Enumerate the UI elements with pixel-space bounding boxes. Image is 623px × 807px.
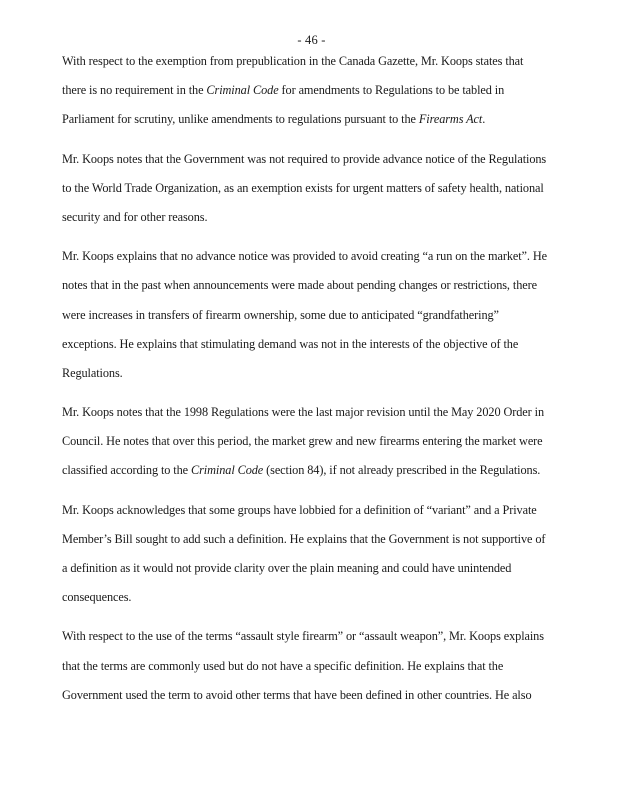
text-line — [62, 427, 583, 456]
text-line — [62, 105, 583, 134]
page-number: - 46 - — [297, 33, 326, 47]
text-run: With respect to the use of the terms “assault style firearm” or “assault weapon”, Mr. Koops explains — [62, 629, 544, 644]
text-run: there is no requirement in the — [62, 83, 207, 98]
paragraph — [62, 496, 583, 613]
paragraph — [62, 398, 583, 486]
paragraph — [62, 622, 583, 710]
text-line — [62, 496, 583, 525]
text-line — [62, 242, 583, 271]
italic-text-run: Firearms Act — [418, 112, 483, 127]
text-line — [62, 174, 583, 203]
document-body — [62, 47, 583, 720]
italic-text-run: Criminal Code — [206, 83, 279, 98]
text-line — [62, 681, 583, 710]
text-line — [62, 359, 583, 388]
paragraph — [62, 145, 583, 233]
text-run: Regulations. — [62, 365, 123, 380]
text-line — [62, 525, 583, 554]
text-run: that the terms are commonly used but do not have a specific definition. He explains that the — [62, 658, 504, 673]
text-line — [62, 583, 583, 612]
text-run: notes that in the past when announcements were made about pending changes or restrictions, there — [62, 278, 537, 293]
italic-text-run: Criminal Code — [191, 463, 264, 478]
text-run: With respect to the exemption from prepublication in the Canada Gazette, Mr. Koops states that — [62, 54, 524, 68]
text-run: Member’s Bill sought to add such a definition. He explains that the Government is not supportive of — [62, 531, 546, 546]
text-line — [62, 456, 583, 485]
text-run: for amendments to Regulations to be tabled in — [278, 83, 505, 98]
text-run: Parliament for scrutiny, unlike amendments to regulations pursuant to the — [62, 112, 419, 127]
text-run: Mr. Koops notes that the Government was not required to provide advance notice of the Regulations — [62, 151, 547, 166]
text-run: consequences. — [62, 590, 132, 605]
paragraph — [62, 47, 583, 135]
text-run: a definition as it would not provide clarity over the plain meaning and could have unintended — [62, 561, 512, 575]
text-run: were increases in transfers of firearm ownership, some due to anticipated “grandfathering” — [62, 307, 499, 322]
text-line — [62, 47, 583, 76]
text-line — [62, 330, 583, 359]
text-line — [62, 622, 583, 651]
text-run: . — [482, 112, 486, 127]
text-run: Mr. Koops acknowledges that some groups have lobbied for a definition of “variant” and a Private — [62, 502, 537, 517]
text-line — [62, 203, 583, 232]
text-run: security and for other reasons. — [62, 209, 208, 224]
text-line — [62, 301, 583, 330]
paragraph — [62, 242, 583, 388]
text-run: classified according to the — [62, 463, 192, 478]
text-run: Council. He notes that over this period, the market grew and new firearms entering the market were — [62, 434, 543, 449]
text-run: Mr. Koops explains that no advance notice was provided to avoid creating “a run on the market”. He — [62, 249, 547, 264]
text-run: exceptions. He explains that stimulating demand was not in the interests of the objective of the — [62, 336, 519, 351]
text-line — [62, 398, 583, 427]
text-run: (section 84), if not already prescribed in the Regulations. — [263, 463, 541, 478]
text-line — [62, 652, 583, 681]
text-run: Mr. Koops notes that the 1998 Regulations were the last major revision until the May 2020 Order in — [62, 405, 544, 420]
text-line — [62, 76, 583, 105]
text-line — [62, 554, 583, 583]
text-line — [62, 271, 583, 300]
text-run: to the World Trade Organization, as an exemption exists for urgent matters of safety health, national — [62, 180, 544, 195]
text-line — [62, 145, 583, 174]
text-run: Government used the term to avoid other terms that have been defined in other countries. He also — [62, 687, 532, 702]
